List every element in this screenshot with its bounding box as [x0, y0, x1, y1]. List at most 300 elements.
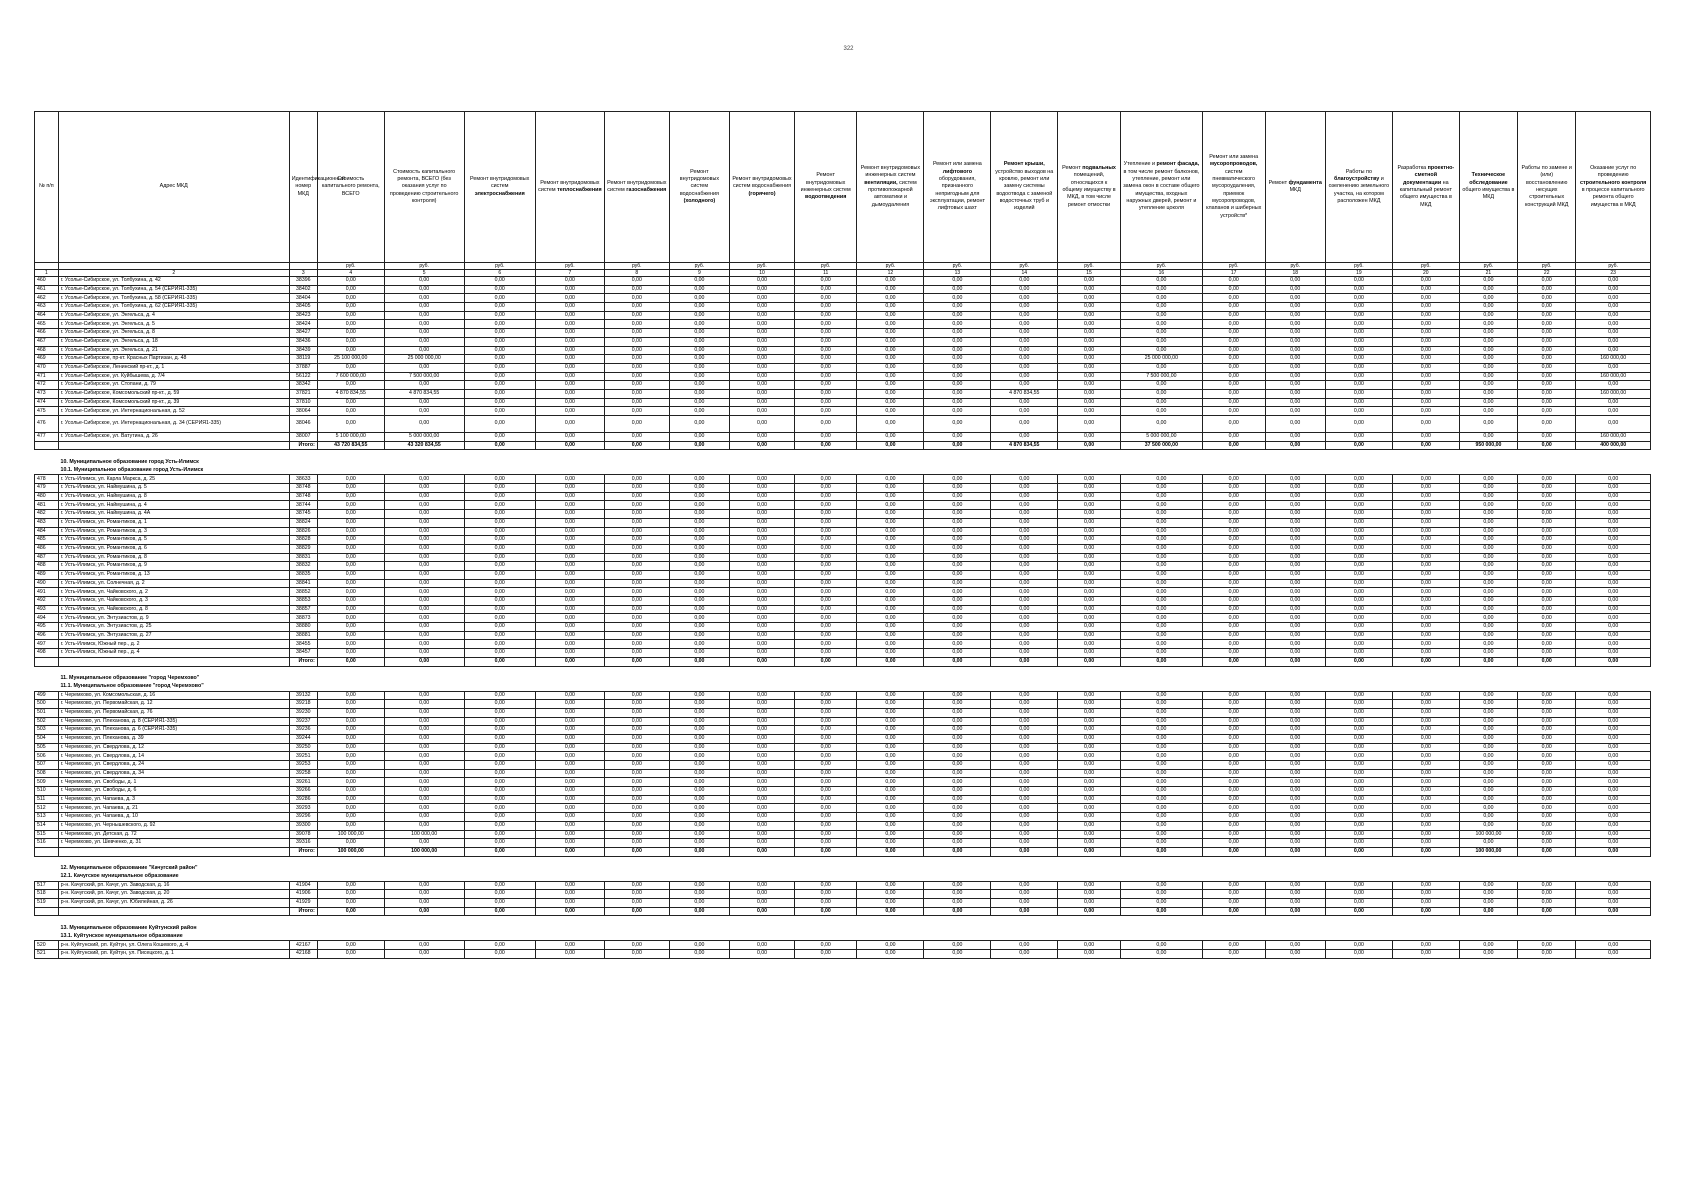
table-row [35, 311, 1651, 320]
value-cell: 0,00 [1265, 700, 1325, 709]
value-cell: 0,00 [1325, 708, 1392, 717]
value-cell: 0,00 [1202, 950, 1265, 959]
value-cell: 160 000,00 [1576, 433, 1651, 442]
value-cell: 0,00 [1325, 492, 1392, 501]
building-id: 38831 [289, 553, 317, 562]
value-cell: 0,00 [1120, 839, 1202, 848]
value-cell: 0,00 [924, 570, 991, 579]
value-cell: 0,00 [794, 475, 857, 484]
row-number: 514 [35, 821, 59, 830]
row-number: 479 [35, 484, 59, 493]
value-cell: 0,00 [1392, 787, 1459, 796]
value-cell: 0,00 [464, 346, 535, 355]
value-cell: 0,00 [1518, 416, 1576, 433]
value-cell: 0,00 [604, 484, 669, 493]
value-cell: 0,00 [1325, 311, 1392, 320]
unit-cell: руб. [464, 263, 535, 270]
total-value: 0,00 [924, 657, 991, 666]
address-cell: г. Усть-Илимск, ул. Энтузиастов, д. 27 [58, 631, 289, 640]
value-cell: 0,00 [535, 734, 604, 743]
value-cell: 0,00 [1120, 881, 1202, 890]
building-id: 38457 [289, 649, 317, 658]
building-id: 39250 [289, 743, 317, 752]
value-cell: 0,00 [1325, 941, 1392, 950]
value-cell: 0,00 [464, 890, 535, 899]
building-id: 39251 [289, 752, 317, 761]
value-cell: 0,00 [1392, 950, 1459, 959]
value-cell: 0,00 [464, 830, 535, 839]
value-cell: 0,00 [669, 708, 729, 717]
column-header-22: Работы по замене и (или) восстановлению несущих строительных конструкций МКД [1518, 112, 1576, 263]
value-cell: 0,00 [1392, 398, 1459, 407]
value-cell: 0,00 [1058, 570, 1121, 579]
value-cell: 0,00 [1265, 518, 1325, 527]
value-cell: 0,00 [1202, 381, 1265, 390]
value-cell: 0,00 [991, 285, 1058, 294]
column-number: 15 [1058, 270, 1121, 277]
value-cell: 0,00 [384, 484, 464, 493]
value-cell: 0,00 [1459, 320, 1517, 329]
column-header-16: Утепление и ремонт фасада, в том числе ремонт балконов, утепление, ремонт или замена окон в составе общего имущества, входных наружных дверей, ремонт и утепление цоколя [1120, 112, 1202, 263]
value-cell: 0,00 [384, 527, 464, 536]
total-value: 0,00 [991, 657, 1058, 666]
table-row [35, 303, 1651, 312]
value-cell: 0,00 [991, 484, 1058, 493]
value-cell: 0,00 [730, 510, 795, 519]
value-cell: 0,00 [857, 691, 924, 700]
value-cell: 0,00 [1120, 795, 1202, 804]
value-cell: 0,00 [1518, 717, 1576, 726]
value-cell: 0,00 [1265, 579, 1325, 588]
value-cell: 0,00 [1120, 761, 1202, 770]
total-value: 0,00 [1576, 847, 1651, 856]
value-cell: 0,00 [1459, 381, 1517, 390]
value-cell: 0,00 [384, 510, 464, 519]
value-cell: 0,00 [1058, 640, 1121, 649]
value-cell: 0,00 [1058, 605, 1121, 614]
value-cell: 0,00 [1576, 717, 1651, 726]
value-cell: 0,00 [730, 839, 795, 848]
value-cell: 0,00 [1576, 544, 1651, 553]
value-cell: 0,00 [794, 726, 857, 735]
value-cell: 0,00 [1202, 623, 1265, 632]
address-cell: г. Усолье-Сибирское, ул. Толбухина, д. 42 [58, 277, 289, 286]
value-cell: 0,00 [1576, 346, 1651, 355]
section-subtitle: 10.1. Муниципальное образование город Усть-Илимск [35, 466, 1651, 475]
value-cell: 0,00 [384, 700, 464, 709]
value-cell: 0,00 [604, 778, 669, 787]
table-row [35, 795, 1651, 804]
value-cell: 0,00 [535, 381, 604, 390]
value-cell: 0,00 [1392, 320, 1459, 329]
value-cell: 0,00 [1459, 398, 1517, 407]
value-cell: 0,00 [1392, 294, 1459, 303]
building-id: 38829 [289, 544, 317, 553]
value-cell: 0,00 [384, 898, 464, 907]
total-value: 0,00 [1120, 847, 1202, 856]
value-cell: 0,00 [1459, 407, 1517, 416]
value-cell: 0,00 [604, 562, 669, 571]
building-id: 38857 [289, 605, 317, 614]
value-cell: 0,00 [669, 398, 729, 407]
value-cell: 0,00 [1459, 839, 1517, 848]
value-cell: 0,00 [535, 416, 604, 433]
value-cell: 0,00 [669, 492, 729, 501]
value-cell: 0,00 [1325, 597, 1392, 606]
value-cell: 0,00 [317, 518, 384, 527]
value-cell: 0,00 [991, 691, 1058, 700]
value-cell: 0,00 [1058, 320, 1121, 329]
value-cell: 0,00 [1392, 329, 1459, 338]
value-cell: 0,00 [794, 588, 857, 597]
value-cell: 0,00 [317, 329, 384, 338]
column-header-21: Техническое обследование общего имущества в МКД [1459, 112, 1517, 263]
value-cell: 0,00 [464, 398, 535, 407]
value-cell: 0,00 [1518, 950, 1576, 959]
value-cell: 0,00 [1518, 769, 1576, 778]
value-cell: 0,00 [464, 501, 535, 510]
value-cell: 0,00 [924, 536, 991, 545]
total-blank [35, 657, 59, 666]
value-cell: 0,00 [604, 631, 669, 640]
value-cell: 0,00 [317, 614, 384, 623]
value-cell: 0,00 [669, 743, 729, 752]
value-cell: 0,00 [669, 761, 729, 770]
value-cell: 0,00 [1459, 691, 1517, 700]
value-cell: 0,00 [730, 527, 795, 536]
value-cell: 0,00 [1265, 839, 1325, 848]
value-cell: 0,00 [857, 769, 924, 778]
value-cell: 0,00 [1392, 475, 1459, 484]
value-cell: 0,00 [669, 570, 729, 579]
value-cell: 4 870 834,55 [384, 389, 464, 398]
value-cell: 0,00 [1459, 605, 1517, 614]
row-number: 519 [35, 898, 59, 907]
value-cell: 0,00 [1576, 303, 1651, 312]
value-cell: 0,00 [730, 752, 795, 761]
value-cell: 0,00 [857, 544, 924, 553]
value-cell: 0,00 [669, 588, 729, 597]
value-cell: 0,00 [1202, 813, 1265, 822]
value-cell: 0,00 [317, 398, 384, 407]
value-cell: 0,00 [384, 553, 464, 562]
row-number: 481 [35, 501, 59, 510]
value-cell: 0,00 [1518, 649, 1576, 658]
value-cell: 0,00 [1120, 329, 1202, 338]
value-cell: 0,00 [857, 389, 924, 398]
value-cell: 0,00 [604, 804, 669, 813]
value-cell: 0,00 [1325, 303, 1392, 312]
value-cell: 0,00 [604, 536, 669, 545]
value-cell: 0,00 [1459, 536, 1517, 545]
value-cell: 0,00 [669, 804, 729, 813]
value-cell: 0,00 [1120, 804, 1202, 813]
value-cell: 0,00 [1325, 761, 1392, 770]
value-cell: 0,00 [1576, 708, 1651, 717]
value-cell: 0,00 [991, 536, 1058, 545]
column-header-2: Адрес МКД [58, 112, 289, 263]
value-cell: 0,00 [464, 433, 535, 442]
value-cell: 0,00 [1058, 294, 1121, 303]
building-id: 38824 [289, 518, 317, 527]
value-cell: 0,00 [924, 518, 991, 527]
value-cell: 0,00 [669, 726, 729, 735]
column-number: 18 [1265, 270, 1325, 277]
total-value: 400 000,00 [1576, 441, 1651, 450]
value-cell: 0,00 [317, 579, 384, 588]
value-cell: 0,00 [669, 631, 729, 640]
value-cell: 0,00 [1120, 743, 1202, 752]
value-cell: 0,00 [730, 303, 795, 312]
total-value: 100 000,00 [317, 847, 384, 856]
value-cell: 0,00 [794, 492, 857, 501]
value-cell: 0,00 [794, 527, 857, 536]
value-cell: 0,00 [1518, 579, 1576, 588]
value-cell: 0,00 [1202, 839, 1265, 848]
value-cell: 0,00 [1459, 623, 1517, 632]
value-cell: 0,00 [1392, 769, 1459, 778]
building-id: 38841 [289, 579, 317, 588]
value-cell: 0,00 [1325, 795, 1392, 804]
value-cell: 0,00 [1325, 337, 1392, 346]
value-cell: 0,00 [1058, 475, 1121, 484]
value-cell: 0,00 [317, 475, 384, 484]
value-cell: 0,00 [1576, 510, 1651, 519]
value-cell: 0,00 [1392, 501, 1459, 510]
value-cell: 7 500 000,00 [384, 372, 464, 381]
value-cell: 0,00 [1202, 890, 1265, 899]
value-cell: 0,00 [604, 518, 669, 527]
value-cell: 0,00 [730, 588, 795, 597]
value-cell: 0,00 [1120, 691, 1202, 700]
table-row [35, 734, 1651, 743]
value-cell: 0,00 [535, 346, 604, 355]
value-cell: 0,00 [1518, 407, 1576, 416]
value-cell: 0,00 [669, 407, 729, 416]
value-cell: 0,00 [857, 821, 924, 830]
table-row [35, 329, 1651, 338]
value-cell: 0,00 [1459, 734, 1517, 743]
value-cell: 0,00 [1058, 346, 1121, 355]
value-cell: 0,00 [1392, 614, 1459, 623]
row-number: 516 [35, 839, 59, 848]
value-cell: 0,00 [1120, 398, 1202, 407]
value-cell: 0,00 [1576, 416, 1651, 433]
value-cell: 0,00 [1518, 285, 1576, 294]
value-cell: 0,00 [1576, 941, 1651, 950]
value-cell: 0,00 [1058, 700, 1121, 709]
value-cell: 0,00 [1459, 329, 1517, 338]
value-cell: 0,00 [1058, 597, 1121, 606]
value-cell: 0,00 [1265, 941, 1325, 950]
value-cell: 0,00 [1576, 649, 1651, 658]
total-value: 0,00 [1202, 847, 1265, 856]
value-cell: 0,00 [794, 623, 857, 632]
value-cell: 0,00 [1459, 804, 1517, 813]
value-cell: 0,00 [1459, 346, 1517, 355]
value-cell: 0,00 [1518, 527, 1576, 536]
value-cell: 0,00 [604, 734, 669, 743]
value-cell: 0,00 [535, 570, 604, 579]
value-cell: 0,00 [1058, 821, 1121, 830]
value-cell: 0,00 [794, 570, 857, 579]
value-cell: 0,00 [1576, 363, 1651, 372]
value-cell: 0,00 [1325, 752, 1392, 761]
value-cell: 0,00 [1576, 950, 1651, 959]
value-cell: 0,00 [464, 329, 535, 338]
value-cell: 0,00 [924, 579, 991, 588]
value-cell: 0,00 [857, 527, 924, 536]
total-value: 0,00 [857, 441, 924, 450]
value-cell: 0,00 [535, 752, 604, 761]
value-cell: 0,00 [1202, 389, 1265, 398]
value-cell: 0,00 [464, 518, 535, 527]
value-cell: 0,00 [857, 752, 924, 761]
row-number: 477 [35, 433, 59, 442]
value-cell: 0,00 [1392, 416, 1459, 433]
value-cell: 0,00 [464, 881, 535, 890]
value-cell: 0,00 [604, 605, 669, 614]
value-cell: 0,00 [857, 416, 924, 433]
value-cell: 0,00 [535, 761, 604, 770]
value-cell: 0,00 [604, 795, 669, 804]
value-cell: 0,00 [1576, 553, 1651, 562]
table-row [35, 649, 1651, 658]
total-blank [58, 907, 289, 916]
total-value: 0,00 [924, 907, 991, 916]
total-value: 0,00 [604, 907, 669, 916]
value-cell: 0,00 [1518, 734, 1576, 743]
value-cell: 0,00 [464, 570, 535, 579]
column-number: 8 [604, 270, 669, 277]
section-title: 10. Муниципальное образование город Усть-Илимск [60, 458, 199, 465]
value-cell: 0,00 [1325, 804, 1392, 813]
value-cell: 0,00 [991, 372, 1058, 381]
value-cell: 0,00 [464, 381, 535, 390]
column-header-6: Ремонт внутридомовых систем электроснабжения [464, 112, 535, 263]
value-cell: 0,00 [535, 433, 604, 442]
value-cell: 0,00 [1202, 881, 1265, 890]
value-cell: 0,00 [730, 890, 795, 899]
value-cell: 0,00 [464, 605, 535, 614]
value-cell: 0,00 [1265, 778, 1325, 787]
value-cell: 0,00 [991, 562, 1058, 571]
value-cell: 0,00 [317, 898, 384, 907]
value-cell: 0,00 [924, 484, 991, 493]
unit-cell: руб. [1265, 263, 1325, 270]
value-cell: 0,00 [1518, 510, 1576, 519]
building-id: 38064 [289, 407, 317, 416]
value-cell: 0,00 [384, 605, 464, 614]
address-cell: г. Черемхово, ул. Чапаева, д. 3 [58, 795, 289, 804]
value-cell: 0,00 [464, 588, 535, 597]
value-cell: 0,00 [1325, 570, 1392, 579]
value-cell: 0,00 [1120, 700, 1202, 709]
value-cell: 0,00 [604, 752, 669, 761]
row-number: 468 [35, 346, 59, 355]
address-cell: г. Черемхово, ул. Плеханова, д. 39 [58, 734, 289, 743]
value-cell: 0,00 [1265, 717, 1325, 726]
address-cell: р-н. Куйтунский, рп. Куйтун, ул. Олега Кошевого, д. 4 [58, 941, 289, 950]
value-cell: 0,00 [730, 484, 795, 493]
value-cell: 0,00 [857, 320, 924, 329]
value-cell: 0,00 [1265, 337, 1325, 346]
value-cell: 0,00 [1202, 398, 1265, 407]
value-cell: 0,00 [1058, 303, 1121, 312]
value-cell: 0,00 [1392, 597, 1459, 606]
building-id: 39300 [289, 821, 317, 830]
value-cell: 0,00 [1576, 787, 1651, 796]
value-cell: 0,00 [464, 787, 535, 796]
value-cell: 0,00 [464, 544, 535, 553]
value-cell: 0,00 [1392, 752, 1459, 761]
value-cell: 0,00 [1392, 355, 1459, 364]
address-cell: г. Усолье-Сибирское, ул. Куйбышева, д. 7/4 [58, 372, 289, 381]
value-cell: 0,00 [1120, 717, 1202, 726]
value-cell: 0,00 [1325, 898, 1392, 907]
building-id: 38396 [289, 277, 317, 286]
value-cell: 0,00 [1202, 303, 1265, 312]
value-cell: 0,00 [794, 795, 857, 804]
value-cell: 0,00 [857, 381, 924, 390]
value-cell: 0,00 [384, 691, 464, 700]
value-cell: 0,00 [669, 285, 729, 294]
value-cell: 0,00 [857, 950, 924, 959]
value-cell: 0,00 [924, 544, 991, 553]
value-cell: 0,00 [604, 708, 669, 717]
value-cell: 0,00 [464, 761, 535, 770]
value-cell: 0,00 [857, 579, 924, 588]
value-cell: 0,00 [857, 553, 924, 562]
value-cell: 0,00 [1202, 708, 1265, 717]
value-cell: 0,00 [669, 579, 729, 588]
value-cell: 0,00 [317, 717, 384, 726]
value-cell: 0,00 [317, 769, 384, 778]
value-cell: 0,00 [1518, 821, 1576, 830]
value-cell: 0,00 [464, 717, 535, 726]
value-cell: 0,00 [924, 492, 991, 501]
section-title-row [35, 675, 1651, 683]
value-cell: 0,00 [924, 890, 991, 899]
row-number: 506 [35, 752, 59, 761]
value-cell: 0,00 [1202, 544, 1265, 553]
address-cell: г. Черемхово, ул. Плеханова, д. 6 (СЕРИЯ1-335) [58, 726, 289, 735]
value-cell: 0,00 [1265, 501, 1325, 510]
address-cell: г. Усть-Илимск, ул. Романтиков, д. 1 [58, 518, 289, 527]
value-cell: 0,00 [1120, 605, 1202, 614]
value-cell: 0,00 [1325, 787, 1392, 796]
value-cell: 0,00 [535, 329, 604, 338]
value-cell: 0,00 [1120, 570, 1202, 579]
table-row [35, 518, 1651, 527]
value-cell: 0,00 [1202, 649, 1265, 658]
value-cell: 0,00 [1392, 898, 1459, 907]
value-cell: 0,00 [730, 363, 795, 372]
row-number: 460 [35, 277, 59, 286]
value-cell: 0,00 [1518, 614, 1576, 623]
value-cell: 0,00 [794, 821, 857, 830]
value-cell: 0,00 [1576, 475, 1651, 484]
value-cell: 0,00 [1202, 346, 1265, 355]
value-cell: 0,00 [669, 544, 729, 553]
value-cell: 0,00 [1576, 588, 1651, 597]
value-cell: 0,00 [730, 640, 795, 649]
value-cell: 0,00 [1459, 492, 1517, 501]
value-cell: 0,00 [1202, 691, 1265, 700]
total-value: 0,00 [1265, 907, 1325, 916]
value-cell: 0,00 [1518, 839, 1576, 848]
value-cell: 0,00 [317, 726, 384, 735]
